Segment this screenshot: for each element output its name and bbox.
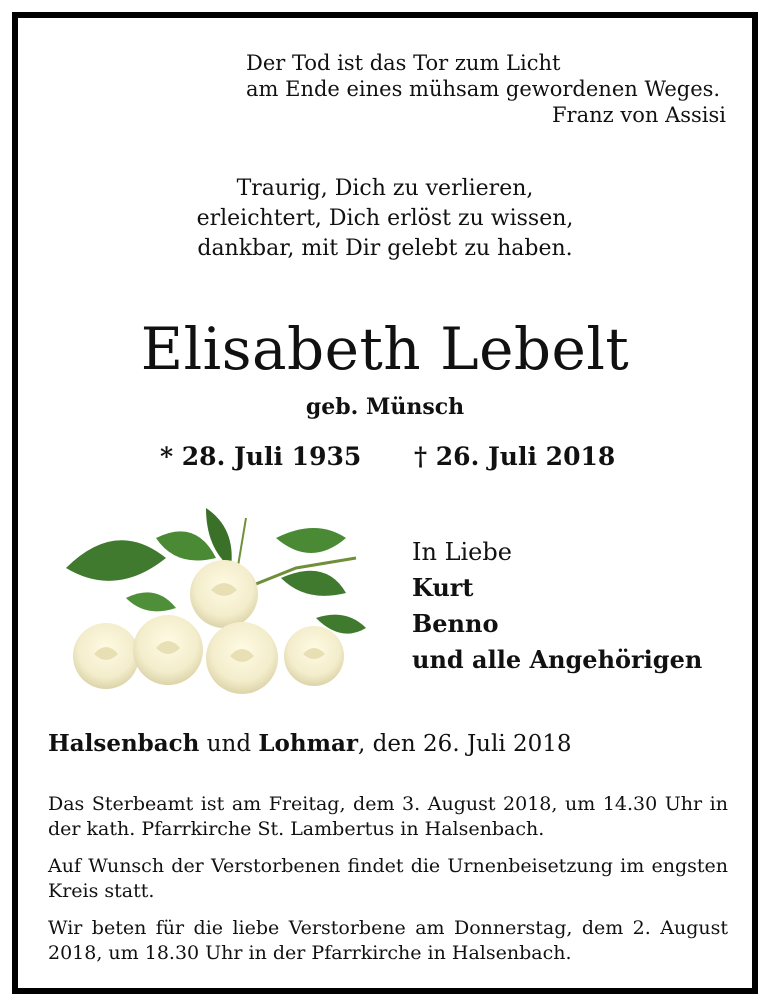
place-halsenbach: Halsenbach [48,730,200,757]
quote-author: Franz von Assisi [551,103,726,127]
quote-line-1: Der Tod ist das Tor zum Licht [246,51,561,75]
verse-line-3: dankbar, mit Dir gelebt zu haben. [197,236,573,261]
place-date: , den 26. Juli 2018 [357,731,572,757]
birth-name: geb. Münsch [305,394,465,420]
mourner-name: Benno [412,609,499,638]
mourners-block [412,534,702,678]
verse-line-1: Traurig, Dich zu verlieren, [236,176,534,201]
birth-date: * 28. Juli 1935 [160,442,362,471]
place-lohmar: Lohmar [258,730,358,757]
mourners-intro: In Liebe [412,538,512,566]
funeral-mass-paragraph: Das Sterbeamt ist am Freitag, dem 3. August 2018, um 14.30 Uhr in der kath. Pfarrkirche St. Lambertus in Halsenbach. [48,793,728,840]
urn-burial-paragraph: Auf Wunsch der Verstorbenen findet die Urnenbeisetzung im engsten Kreis statt. [48,855,728,902]
mourner-name: Kurt [412,573,474,602]
death-date: † 26. Juli 2018 [414,442,616,471]
verse-line-2: erleichtert, Dich erlöst zu wissen, [196,206,574,231]
place-date-line [48,730,572,757]
place-connector: und [199,731,259,757]
white-roses-image [46,498,376,698]
prayer-paragraph: Wir beten für die liebe Verstorbene am Donnerstag, dem 2. August 2018, um 18.30 Uhr in der Pfarrkirche in Halsenbach. [48,917,728,964]
deceased-name: Elisabeth Lebelt [140,315,630,383]
obituary-frame [12,12,758,994]
quote-line-2: am Ende eines mühsam gewordenen Weges. [246,77,721,101]
mourner-name: und alle Angehörigen [412,645,703,674]
verse-block [18,174,752,264]
quote-block [246,50,726,128]
